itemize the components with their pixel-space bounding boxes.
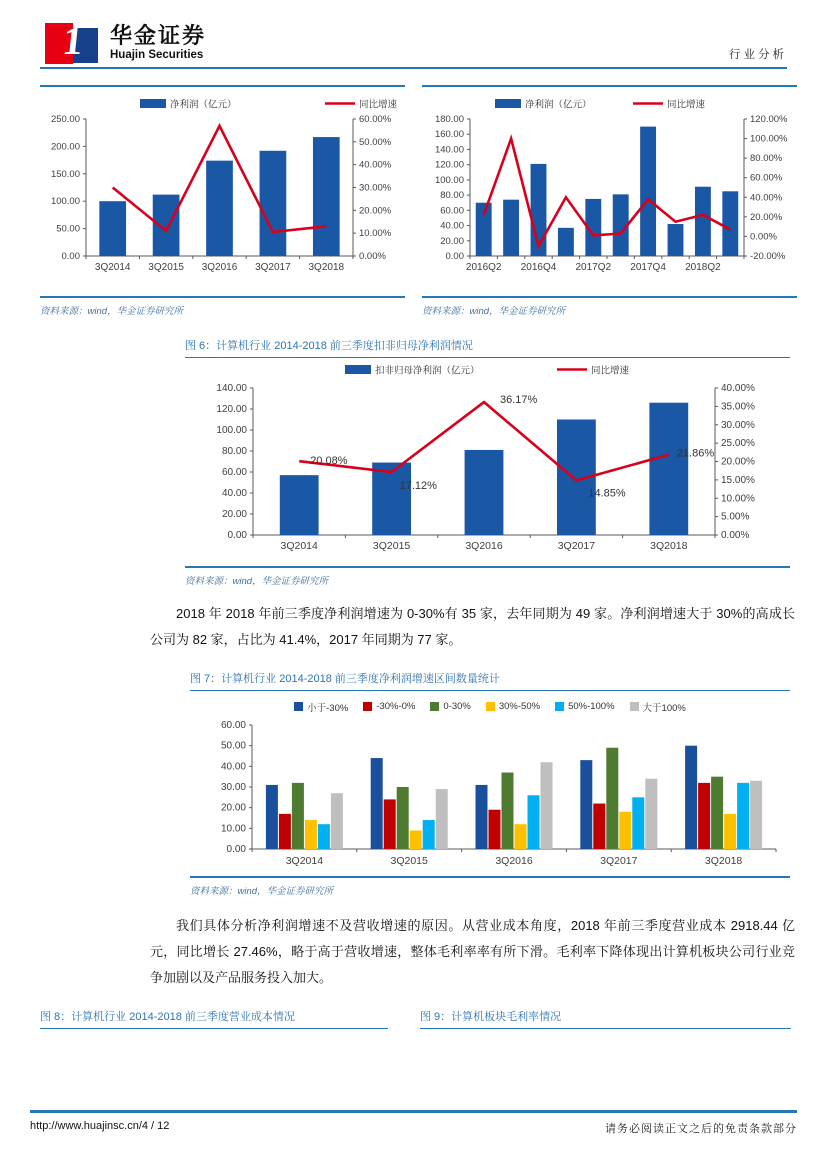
figure-bottom-divider bbox=[190, 876, 790, 878]
grouped-bar bbox=[476, 785, 488, 849]
logo-numeral: 1 bbox=[60, 18, 86, 63]
svg-text:100.00: 100.00 bbox=[434, 174, 464, 186]
svg-text:3Q2014: 3Q2014 bbox=[94, 262, 131, 273]
svg-text:同比增速: 同比增速 bbox=[591, 365, 630, 377]
report-type-label: 行业分析 bbox=[729, 49, 787, 61]
bar bbox=[206, 161, 233, 256]
svg-text:3Q2014: 3Q2014 bbox=[285, 855, 324, 867]
svg-text:3Q2018: 3Q2018 bbox=[308, 262, 345, 273]
bar bbox=[558, 228, 574, 256]
svg-text:0.00: 0.00 bbox=[226, 844, 246, 855]
legend-label: 30%-50% bbox=[498, 701, 541, 712]
legend-label: 大于100% bbox=[642, 702, 686, 714]
source-note: 资料来源：wind，华金证券研究所 bbox=[40, 306, 184, 317]
bar bbox=[722, 191, 738, 256]
svg-text:40.00%: 40.00% bbox=[359, 159, 392, 171]
growth-line bbox=[484, 139, 731, 247]
svg-text:30.00: 30.00 bbox=[220, 782, 246, 793]
svg-text:0.00: 0.00 bbox=[445, 251, 464, 262]
svg-text:40.00%: 40.00% bbox=[750, 192, 783, 204]
svg-text:150.00: 150.00 bbox=[50, 168, 80, 180]
svg-text:200.00: 200.00 bbox=[50, 141, 80, 153]
svg-text:30.00%: 30.00% bbox=[721, 419, 755, 431]
svg-text:3Q2016: 3Q2016 bbox=[465, 540, 503, 552]
svg-text:100.00: 100.00 bbox=[216, 425, 247, 436]
grouped-bar bbox=[724, 814, 736, 849]
legend-swatch-icon bbox=[430, 702, 439, 711]
figure-8 bbox=[40, 1008, 388, 1029]
figure-7 bbox=[190, 670, 790, 897]
grouped-bar bbox=[711, 777, 723, 849]
svg-text:50.00%: 50.00% bbox=[359, 136, 392, 148]
grouped-bar bbox=[606, 748, 618, 849]
figure-bottom-divider bbox=[40, 296, 405, 298]
huajin-logo bbox=[45, 18, 207, 67]
header-divider bbox=[40, 67, 787, 69]
paragraph-cost-analysis: 我们具体分析净利润增速不及营收增速的原因。从营业成本角度，2018 年前三季度营业成本 2918.44 亿元，同比增长 27.46%，略于高于营收增速，整体毛利率率有所下滑。毛利率下降体现出计算机板块公司行业竞争加剧以及产品服务投入加大。 bbox=[150, 918, 795, 985]
grouped-bar bbox=[632, 797, 644, 849]
bar bbox=[372, 463, 411, 535]
grouped-bar bbox=[645, 779, 657, 849]
paragraph-growth-distribution: 2018 年 2018 年前三季度净利润增速为 0-30%有 35 家，去年同期为 49 家。净利润增速大于 30%的高成长公司为 82 家，占比为 41.4%，2017 年同期为 77 家。 bbox=[150, 606, 795, 647]
svg-text:20.00%: 20.00% bbox=[359, 205, 392, 217]
svg-text:20.00: 20.00 bbox=[221, 509, 247, 520]
grouped-bar bbox=[515, 824, 527, 849]
grouped-bar bbox=[619, 812, 631, 849]
grouped-bar bbox=[528, 795, 540, 849]
figure-8-title: 图 8：计算机行业 2014-2018 前三季度营业成本情况 bbox=[40, 1008, 388, 1029]
svg-text:14.85%: 14.85% bbox=[588, 487, 626, 500]
svg-text:10.00: 10.00 bbox=[220, 823, 246, 835]
legend-item bbox=[430, 700, 470, 713]
grouped-bar bbox=[750, 781, 762, 849]
svg-text:15.00%: 15.00% bbox=[721, 474, 755, 486]
svg-text:0.00%: 0.00% bbox=[721, 530, 750, 541]
svg-text:3Q2018: 3Q2018 bbox=[650, 540, 688, 552]
figure-top-divider bbox=[40, 85, 405, 87]
grouped-bar bbox=[685, 746, 697, 849]
svg-text:40.00%: 40.00% bbox=[721, 383, 755, 394]
svg-text:40.00: 40.00 bbox=[220, 761, 246, 773]
brand-text bbox=[110, 21, 206, 67]
svg-text:2017Q4: 2017Q4 bbox=[630, 262, 666, 273]
svg-text:20.08%: 20.08% bbox=[310, 455, 348, 468]
footer-url-pagenum[interactable]: http://www.huajinsc.cn/4 / 12 bbox=[30, 1120, 170, 1132]
grouped-bar bbox=[698, 783, 710, 849]
svg-text:同比增速: 同比增速 bbox=[359, 99, 398, 111]
figure-net-profit-single-quarter bbox=[422, 85, 797, 317]
svg-text:-20.00%: -20.00% bbox=[750, 251, 786, 262]
legend-swatch-icon bbox=[486, 702, 495, 711]
svg-text:3Q2016: 3Q2016 bbox=[201, 262, 238, 273]
svg-text:2016Q2: 2016Q2 bbox=[465, 262, 502, 273]
grouped-bar bbox=[397, 787, 409, 849]
svg-text:3Q2018: 3Q2018 bbox=[704, 855, 743, 867]
svg-text:17.12%: 17.12% bbox=[399, 480, 437, 493]
legend-label: 50%-100% bbox=[568, 701, 615, 712]
svg-text:40.00: 40.00 bbox=[221, 488, 247, 499]
svg-text:140.00: 140.00 bbox=[434, 144, 464, 156]
svg-text:5.00%: 5.00% bbox=[721, 511, 750, 523]
legend-swatch-icon bbox=[294, 702, 303, 711]
svg-text:50.00: 50.00 bbox=[220, 740, 246, 752]
figure-9 bbox=[420, 1008, 791, 1029]
grouped-bar bbox=[436, 789, 448, 849]
svg-text:100.00: 100.00 bbox=[50, 196, 80, 208]
grouped-bar bbox=[266, 785, 278, 849]
bar bbox=[649, 403, 688, 535]
grouped-bar bbox=[502, 773, 514, 849]
svg-text:60.00: 60.00 bbox=[221, 467, 247, 478]
grouped-bar bbox=[489, 810, 501, 849]
footer-divider bbox=[30, 1110, 797, 1113]
grouped-bar bbox=[279, 814, 291, 849]
bar bbox=[260, 151, 287, 256]
svg-text:0.00%: 0.00% bbox=[359, 251, 386, 262]
legend-item bbox=[630, 700, 686, 713]
source-note: 资料来源：wind，华金证券研究所 bbox=[185, 576, 329, 587]
grouped-bar bbox=[331, 793, 343, 849]
chart-growth-interval-counts bbox=[190, 713, 790, 873]
svg-text:3Q2014: 3Q2014 bbox=[280, 540, 318, 552]
bar bbox=[503, 200, 519, 256]
brand-name-cn: 华金证券 bbox=[110, 23, 207, 48]
bar bbox=[99, 201, 126, 256]
bar bbox=[640, 127, 656, 256]
figure-bottom-divider bbox=[185, 566, 790, 568]
figure-net-profit-quarterly-cum bbox=[40, 85, 405, 317]
svg-text:21.86%: 21.86% bbox=[676, 447, 715, 460]
svg-text:20.00%: 20.00% bbox=[721, 456, 755, 468]
svg-text:120.00: 120.00 bbox=[434, 159, 464, 171]
svg-text:60.00%: 60.00% bbox=[750, 172, 783, 184]
bar bbox=[668, 224, 684, 256]
bar bbox=[153, 195, 180, 256]
svg-text:80.00%: 80.00% bbox=[750, 153, 783, 165]
svg-text:120.00: 120.00 bbox=[216, 404, 247, 415]
svg-text:20.00%: 20.00% bbox=[750, 211, 783, 223]
bar bbox=[280, 475, 319, 535]
svg-text:2018Q2: 2018Q2 bbox=[685, 262, 721, 273]
svg-text:160.00: 160.00 bbox=[434, 129, 464, 141]
grouped-bar bbox=[423, 820, 435, 849]
svg-text:2016Q4: 2016Q4 bbox=[520, 262, 557, 273]
svg-text:同比增速: 同比增速 bbox=[667, 99, 706, 111]
svg-text:180.00: 180.00 bbox=[434, 114, 464, 125]
svg-text:36.17%: 36.17% bbox=[500, 394, 538, 407]
legend-item bbox=[294, 700, 348, 713]
svg-text:扣非归母净利润（亿元）: 扣非归母净利润（亿元） bbox=[375, 365, 480, 377]
svg-text:3Q2015: 3Q2015 bbox=[148, 262, 184, 273]
legend-item bbox=[363, 700, 415, 713]
chart-deducted-net-profit bbox=[185, 361, 785, 563]
grouped-bar bbox=[410, 830, 422, 849]
svg-text:0.00%: 0.00% bbox=[750, 231, 777, 243]
svg-text:3Q2017: 3Q2017 bbox=[600, 855, 638, 867]
legend-item bbox=[486, 700, 540, 713]
legend-swatch-icon bbox=[363, 702, 372, 711]
chart-net-profit-quarterly bbox=[422, 93, 797, 293]
bar bbox=[695, 187, 711, 256]
svg-text:30.00%: 30.00% bbox=[359, 182, 392, 194]
brand-name-en: Huajin Securities bbox=[110, 49, 204, 61]
svg-text:净利润（亿元）: 净利润（亿元） bbox=[170, 99, 237, 111]
grouped-bar bbox=[384, 799, 396, 849]
svg-text:60.00: 60.00 bbox=[220, 720, 246, 731]
source-note: 资料来源：wind，华金证券研究所 bbox=[422, 306, 566, 317]
figure-6 bbox=[185, 337, 790, 587]
svg-text:净利润（亿元）: 净利润（亿元） bbox=[525, 99, 592, 111]
footer-disclaimer: 请务必阅读正文之后的免责条款部分 bbox=[605, 1123, 797, 1135]
bar bbox=[476, 203, 492, 256]
figure-7-title: 图 7：计算机行业 2014-2018 前三季度净利润增速区间数量统计 bbox=[190, 670, 790, 691]
svg-text:10.00%: 10.00% bbox=[721, 493, 755, 505]
grouped-bar bbox=[580, 760, 592, 849]
svg-text:10.00%: 10.00% bbox=[359, 228, 392, 240]
grouped-bar bbox=[541, 762, 553, 849]
svg-text:3Q2017: 3Q2017 bbox=[255, 262, 291, 273]
fig7-legend bbox=[190, 700, 790, 713]
svg-text:3Q2015: 3Q2015 bbox=[372, 540, 411, 552]
svg-text:3Q2016: 3Q2016 bbox=[495, 855, 533, 867]
figure-top-divider bbox=[422, 85, 797, 87]
svg-text:25.00%: 25.00% bbox=[721, 438, 755, 450]
bar bbox=[465, 450, 504, 535]
legend-label: -30%-0% bbox=[376, 701, 416, 712]
chart-net-profit-3q bbox=[40, 93, 405, 293]
grouped-bar bbox=[371, 758, 383, 849]
svg-text:50.00: 50.00 bbox=[56, 223, 80, 235]
bar bbox=[313, 137, 340, 256]
svg-text:60.00%: 60.00% bbox=[359, 114, 392, 125]
svg-text:140.00: 140.00 bbox=[216, 383, 247, 394]
svg-text:250.00: 250.00 bbox=[50, 114, 80, 125]
svg-text:0.00: 0.00 bbox=[227, 530, 247, 541]
source-note: 资料来源：wind，华金证券研究所 bbox=[190, 886, 334, 897]
figure-bottom-divider bbox=[422, 296, 797, 298]
grouped-bar bbox=[318, 824, 330, 849]
svg-text:2017Q2: 2017Q2 bbox=[575, 262, 612, 273]
svg-text:0.00: 0.00 bbox=[61, 251, 80, 262]
svg-text:20.00: 20.00 bbox=[440, 235, 464, 247]
svg-text:3Q2015: 3Q2015 bbox=[390, 855, 428, 867]
figure-6-title: 图 6：计算机行业 2014-2018 前三季度扣非归母净利润情况 bbox=[185, 337, 790, 358]
svg-text:120.00%: 120.00% bbox=[750, 114, 788, 125]
svg-text:80.00: 80.00 bbox=[221, 446, 247, 457]
svg-text:60.00: 60.00 bbox=[440, 205, 464, 217]
grouped-bar bbox=[292, 783, 304, 849]
svg-text:80.00: 80.00 bbox=[440, 190, 464, 202]
legend-swatch-icon bbox=[630, 702, 639, 711]
svg-text:20.00: 20.00 bbox=[220, 802, 246, 814]
grouped-bar bbox=[305, 820, 317, 849]
legend-label: 小于-30% bbox=[307, 702, 349, 714]
grouped-bar bbox=[737, 783, 749, 849]
huajin-logo-icon bbox=[45, 18, 101, 67]
figure-9-title: 图 9：计算机板块毛利率情况 bbox=[420, 1008, 791, 1029]
legend-swatch-icon bbox=[555, 702, 564, 711]
svg-text:40.00: 40.00 bbox=[440, 220, 464, 232]
svg-text:3Q2017: 3Q2017 bbox=[557, 540, 596, 552]
legend-item bbox=[555, 700, 614, 713]
svg-text:35.00%: 35.00% bbox=[721, 401, 755, 413]
legend-label: 0-30% bbox=[443, 701, 471, 712]
grouped-bar bbox=[593, 804, 605, 849]
svg-text:100.00%: 100.00% bbox=[750, 133, 788, 145]
